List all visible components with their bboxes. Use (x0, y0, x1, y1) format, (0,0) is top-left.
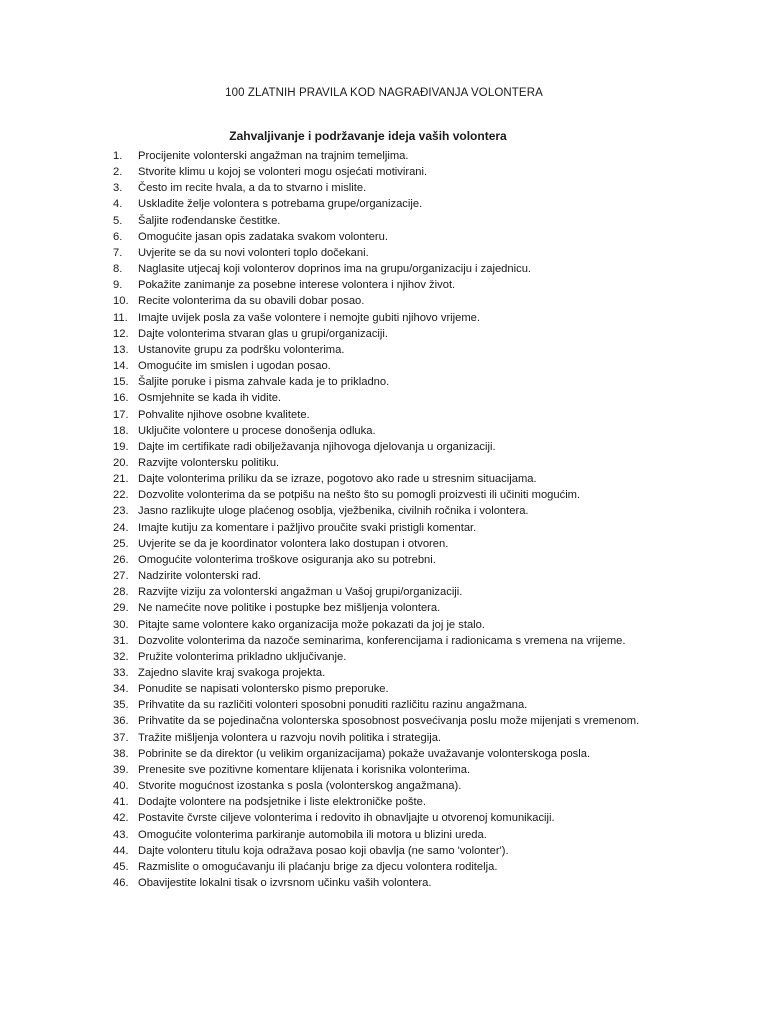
rule-item (0, 471, 768, 487)
rule-text: Prihvatite da se pojedinačna volonterska sposobnost posvećivanja poslu može mijenjati s vremenom. (138, 715, 640, 728)
rule-number: 32. (113, 650, 129, 663)
rule-number: 26. (113, 553, 129, 566)
rule-number: 31. (113, 634, 129, 647)
rule-item (0, 762, 768, 778)
rule-text: Uključite volontere u procese donošenja odluka. (138, 424, 376, 437)
rule-text: Omogućite volonterima troškove osiguranja ako su potrebni. (138, 553, 436, 566)
rule-number: 34. (113, 683, 129, 696)
rule-item (0, 439, 768, 455)
rule-text: Nadzirite volonterski rad. (138, 570, 262, 583)
rule-item (0, 568, 768, 584)
rule-item (0, 261, 768, 277)
rule-text: Prenesite sve pozitivne komentare klijenata i korisnika volonterima. (138, 763, 471, 776)
rule-text: Dajte volonterima priliku da se izraze, pogotovo ako rade u stresnim situacijama. (138, 473, 537, 486)
rule-text: Dodajte volontere na podsjetnike i liste elektroničke pošte. (138, 796, 426, 809)
rule-item (0, 245, 768, 261)
rule-number: 44. (113, 844, 129, 857)
rule-item (0, 730, 768, 746)
rule-item (0, 617, 768, 633)
rule-text: Imajte uvijek posla za vaše volontere i nemojte gubiti njihovo vrijeme. (138, 311, 481, 324)
rule-text: Pitajte same volontere kako organizacija može pokazati da joj je stalo. (138, 618, 485, 631)
rule-number: 37. (113, 731, 129, 744)
rule-number: 13. (113, 343, 129, 356)
rule-item (0, 390, 768, 406)
rule-number: 45. (113, 860, 129, 873)
rule-item (0, 778, 768, 794)
rule-number: 41. (113, 796, 129, 809)
rule-number: 7. (113, 246, 123, 259)
rule-item (0, 600, 768, 616)
rule-item (0, 229, 768, 245)
rule-item (0, 520, 768, 536)
rule-text: Često im recite hvala, a da to stvarno i mislite. (138, 182, 367, 195)
rule-item (0, 552, 768, 568)
rule-number: 22. (113, 489, 129, 502)
rule-item (0, 277, 768, 293)
document-title: 100 ZLATNIH PRAVILA KOD NAGRAĐIVANJA VOLONTERA (225, 87, 543, 99)
rule-number: 2. (113, 166, 123, 179)
rule-number: 46. (113, 877, 129, 890)
rule-number: 39. (113, 763, 129, 776)
rule-item (0, 423, 768, 439)
rule-item (0, 713, 768, 729)
rule-item (0, 310, 768, 326)
rule-number: 35. (113, 699, 129, 712)
rule-number: 16. (113, 392, 129, 405)
rule-text: Omogućite im smislen i ugodan posao. (138, 360, 331, 373)
rule-text: Pokažite zanimanje za posebne interese volontera i njihov život. (138, 279, 456, 292)
rule-text: Pružite volonterima prikladno uključivanje. (138, 650, 347, 663)
rule-text: Osmjehnite se kada ih vidite. (138, 392, 282, 405)
rule-item (0, 584, 768, 600)
rule-number: 27. (113, 570, 129, 583)
rule-text: Obavijestite lokalni tisak o izvrsnom učinku vaših volontera. (138, 877, 432, 890)
rule-text: Dozvolite volonterima da se potpišu na nešto što su pomogli proizvesti ili učiniti mogućim. (138, 489, 581, 502)
rule-item (0, 681, 768, 697)
rule-text: Razmislite o omogućavanju ili plaćanju brige za djecu volontera roditelja. (138, 860, 498, 873)
rule-text: Stvorite mogućnost izostanka s posla (volonterskog angažmana). (138, 780, 462, 793)
rule-item (0, 633, 768, 649)
rule-number: 10. (113, 295, 129, 308)
rule-number: 23. (113, 505, 129, 518)
rule-number: 11. (113, 311, 128, 324)
rule-text: Ponudite se napisati volontersko pismo preporuke. (138, 683, 389, 696)
rule-text: Dajte volonterima stvaran glas u grupi/organizaciji. (138, 327, 388, 340)
rule-item (0, 487, 768, 503)
rule-number: 6. (113, 230, 123, 243)
rule-item (0, 665, 768, 681)
rule-item (0, 213, 768, 229)
rule-number: 20. (113, 456, 129, 469)
rule-number: 12. (113, 327, 129, 340)
rule-text: Prihvatite da su različiti volonteri sposobni ponuditi različitu razinu angažmana. (138, 699, 528, 712)
rule-text: Omogućite volonterima parkiranje automobila ili motora u blizini ureda. (138, 828, 487, 841)
rule-item (0, 746, 768, 762)
rule-number: 14. (113, 360, 129, 373)
rule-text: Pohvalite njihove osobne kvalitete. (138, 408, 310, 421)
rule-number: 42. (113, 812, 129, 825)
rule-text: Zajedno slavite kraj svakoga projekta. (138, 667, 326, 679)
rule-text: Imajte kutiju za komentare i pažljivo proučite svaki pristigli komentar. (138, 521, 477, 534)
rule-item (0, 455, 768, 471)
rule-number: 28. (113, 586, 129, 599)
rule-number: 43. (113, 828, 129, 841)
rule-item (0, 810, 768, 826)
rule-number: 38. (113, 747, 129, 760)
rule-number: 15. (113, 376, 129, 389)
rule-item (0, 649, 768, 665)
rule-item (0, 342, 768, 358)
rule-text: Šaljite poruke i pisma zahvale kada je to prikladno. (138, 376, 390, 389)
rule-text: Pobrinite se da direktor (u velikim organizacijama) pokaže uvažavanje volonterskoga posla. (138, 747, 591, 760)
rule-item (0, 827, 768, 843)
rule-text: Dajte im certifikate radi obilježavanja njihovoga djelovanja u organizaciji. (138, 440, 496, 453)
rule-text: Omogućite jasan opis zadataka svakom volonteru. (138, 230, 388, 243)
rule-number: 25. (113, 537, 129, 550)
rule-item (0, 164, 768, 180)
rule-text: Ustanovite grupu za podršku volonterima. (138, 343, 345, 356)
rule-text: Razvijte viziju za volonterski angažman u Vašoj grupi/organizaciji. (138, 586, 463, 599)
rule-item (0, 697, 768, 713)
rule-number: 40. (113, 780, 129, 793)
rule-number: 24. (113, 521, 129, 534)
rule-number: 33. (113, 667, 129, 679)
rule-text: Razvijte volontersku politiku. (138, 456, 280, 469)
rule-item (0, 293, 768, 309)
rule-number: 1. (113, 150, 123, 162)
rule-item (0, 503, 768, 519)
rule-text: Dajte volonteru titulu koja odražava posao koji obavlja (ne samo 'volonter'). (138, 844, 509, 857)
rule-text: Stvorite klimu u kojoj se volonteri mogu osjećati motivirani. (138, 166, 428, 179)
rule-item (0, 358, 768, 374)
rule-number: 5. (113, 214, 123, 227)
rule-number: 18. (113, 424, 129, 437)
rule-item (0, 859, 768, 875)
rule-item (0, 326, 768, 342)
rule-number: 3. (113, 182, 123, 195)
rule-text: Uvjerite se da su novi volonteri toplo dočekani. (138, 246, 369, 259)
rule-number: 29. (113, 602, 129, 615)
rule-item (0, 196, 768, 212)
rule-number: 21. (113, 473, 129, 486)
rule-number: 8. (113, 263, 123, 276)
rule-text: Procijenite volonterski angažman na trajnim temeljima. (138, 150, 409, 162)
rule-text: Postavite čvrste ciljeve volonterima i redovito ih obnavljajte u otvorenoj komunikaciji. (138, 812, 555, 825)
rule-number: 30. (113, 618, 129, 631)
rule-item (0, 843, 768, 859)
rule-item (0, 180, 768, 196)
rule-text: Jasno razlikujte uloge plaćenog osoblja, vježbenika, civilnih ročnika i volontera. (138, 505, 529, 518)
rule-text: Dozvolite volonterima da nazoče seminarima, konferencijama i radionicama s vremena na vrijeme. (138, 634, 626, 647)
rule-text: Ne namećite nove politike i postupke bez mišljenja volontera. (138, 602, 441, 615)
rule-number: 9. (113, 279, 123, 292)
rule-text: Recite volonterima da su obavili dobar posao. (138, 295, 365, 308)
section-heading: Zahvaljivanje i podržavanje ideja vaših volontera (229, 129, 507, 143)
rule-item (0, 374, 768, 390)
rule-text: Uskladite želje volontera s potrebama grupe/organizacije. (138, 198, 423, 211)
rule-item (0, 875, 768, 891)
rule-text: Uvjerite se da je koordinator volontera lako dostupan i otvoren. (138, 537, 449, 550)
rule-text: Tražite mišljenja volontera u razvoju novih politika i strategija. (138, 731, 442, 744)
rule-item (0, 794, 768, 810)
rule-text: Šaljite rođendanske čestitke. (138, 214, 281, 227)
rule-number: 17. (113, 408, 129, 421)
rule-number: 36. (113, 715, 129, 728)
rule-item (0, 148, 768, 164)
rule-text: Naglasite utjecaj koji volonterov doprinos ima na grupu/organizaciju i zajednicu. (138, 263, 532, 276)
rule-number: 4. (113, 198, 123, 211)
rule-item (0, 407, 768, 423)
rule-item (0, 536, 768, 552)
rule-number: 19. (113, 440, 129, 453)
rules-list (0, 148, 768, 891)
